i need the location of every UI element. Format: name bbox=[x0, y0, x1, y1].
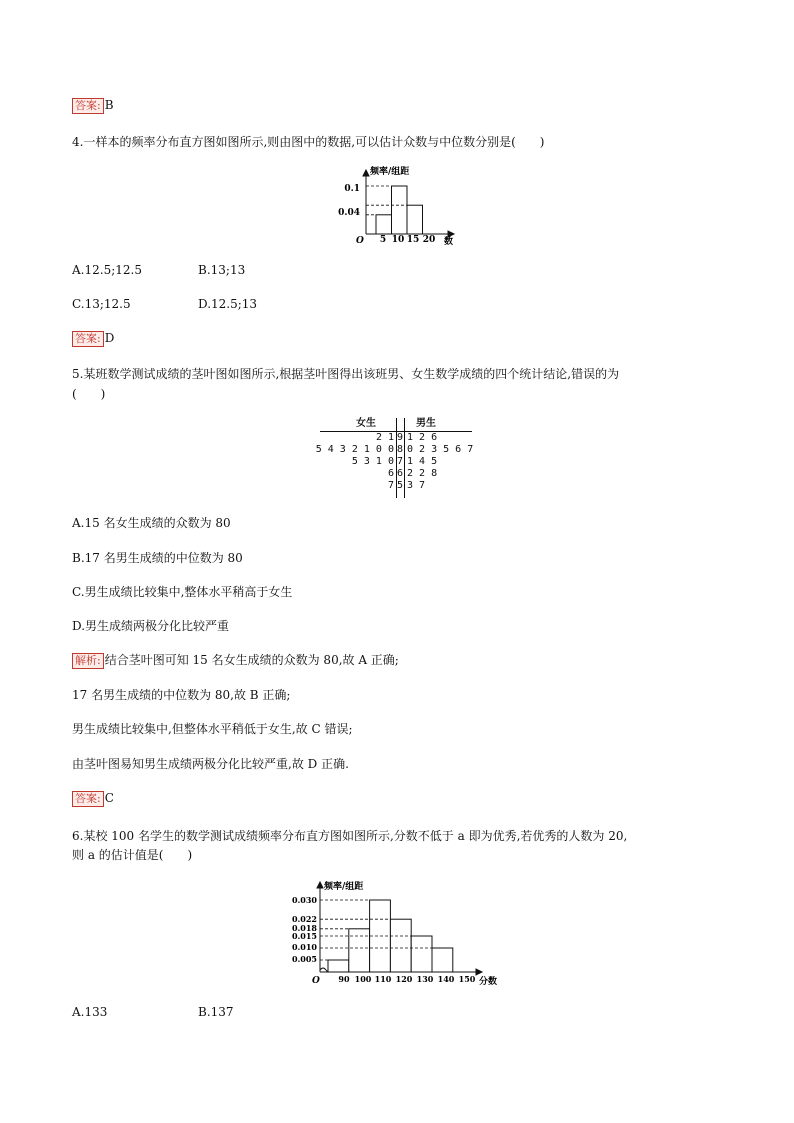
stem-9: 9 bbox=[397, 432, 404, 443]
chart6-ytick-2: 0.018 bbox=[291, 923, 317, 933]
chart4-origin: O bbox=[356, 236, 364, 246]
female-leaves-7: 5 3 1 0 bbox=[351, 456, 394, 467]
chart6-ytick-0: 0.030 bbox=[291, 895, 317, 905]
chart4-xlabel: 数 bbox=[444, 237, 454, 246]
stem-6: 6 bbox=[397, 468, 404, 479]
q6-stem-line1: 6.某校 100 名学生的数学测试成绩频率分布直方图如图所示,分数不低于 a 即为优秀,若优秀的人数为 20, bbox=[72, 829, 628, 843]
chart6-xtick-6: 150 bbox=[458, 974, 476, 984]
stem-divider-right bbox=[404, 418, 405, 498]
chart6-bar-0 bbox=[328, 960, 349, 972]
q6-stem-line2: 则 a 的估计值是( ) bbox=[72, 848, 193, 862]
chart6-ytick-1: 0.022 bbox=[291, 914, 317, 924]
male-leaves-8: 0 2 3 5 6 7 bbox=[407, 444, 474, 455]
q6-options-row1 bbox=[72, 1004, 234, 1020]
female-leaves-6: 6 bbox=[387, 468, 394, 479]
chart6-ytick-5: 0.005 bbox=[291, 954, 317, 964]
chart4-xtick-1: 10 bbox=[391, 235, 405, 245]
q4-option-c[interactable]: C.13;12.5 bbox=[72, 297, 131, 311]
q4-option-d[interactable]: D.12.5;13 bbox=[198, 297, 258, 311]
chart4-xtick-3: 20 bbox=[422, 235, 436, 245]
male-leaves-9: 1 2 6 bbox=[407, 432, 438, 443]
chart6-xtick-0: 90 bbox=[338, 974, 350, 984]
q5-stem-line2: ( ) bbox=[72, 387, 106, 401]
q4-options-row1 bbox=[72, 262, 245, 278]
q5-option-c[interactable]: C.男生成绩比较集中,整体水平稍高于女生 bbox=[72, 585, 293, 599]
chart4-ytick-1: 0.04 bbox=[338, 208, 360, 218]
answer-tag: 答案: bbox=[72, 331, 104, 347]
q5-answer bbox=[72, 790, 114, 807]
chart4-bars bbox=[376, 186, 423, 234]
stem-8: 8 bbox=[397, 444, 404, 455]
male-leaves-5: 3 7 bbox=[407, 480, 426, 491]
stem-7: 7 bbox=[397, 456, 404, 467]
q5-option-a[interactable]: A.15 名女生成绩的众数为 80 bbox=[72, 516, 231, 530]
chart6-xtick-2: 110 bbox=[374, 974, 392, 984]
chart4-ylabel: 频率/组距 bbox=[370, 167, 410, 177]
q5-option-d[interactable]: D.男生成绩两极分化比较严重 bbox=[72, 619, 230, 633]
answer-value: C bbox=[104, 791, 114, 805]
analysis-text: 结合茎叶图可知 15 名女生成绩的众数为 80,故 A 正确; bbox=[104, 653, 399, 667]
female-leaves-5: 7 bbox=[387, 480, 394, 491]
chart6-ytick-4: 0.010 bbox=[291, 942, 317, 952]
chart4-ytick-0: 0.1 bbox=[344, 184, 360, 194]
q4-options-row2 bbox=[72, 296, 257, 312]
q6-option-a[interactable]: A.133 bbox=[72, 1005, 108, 1019]
answer-tag: 答案: bbox=[72, 791, 104, 807]
female-leaves-8: 5 4 3 2 1 0 0 bbox=[315, 444, 394, 455]
q5-stem-line1: 5.某班数学测试成绩的茎叶图如图所示,根据茎叶图得出该班男、女生数学成绩的四个统计结论,错误的为 bbox=[72, 367, 620, 381]
q4-histogram bbox=[330, 164, 466, 246]
chart6-xtick-4: 130 bbox=[416, 974, 434, 984]
chart6-ytick-3: 0.015 bbox=[291, 931, 317, 941]
q4-stem: 4.一样本的频率分布直方图如图所示,则由图中的数据,可以估计众数与中位数分别是( ) bbox=[72, 135, 545, 149]
q3-answer bbox=[72, 97, 114, 114]
q5-analysis-line1 bbox=[72, 652, 399, 669]
chart6-bar-4 bbox=[411, 936, 432, 972]
answer-tag: 答案: bbox=[72, 98, 104, 114]
chart6-xtick-5: 140 bbox=[437, 974, 455, 984]
chart6-xtick-3: 120 bbox=[395, 974, 413, 984]
stem-leaf-plot bbox=[315, 418, 474, 498]
male-leaves-7: 1 4 5 bbox=[407, 456, 438, 467]
chart6-xtick-1: 100 bbox=[354, 974, 372, 984]
chart6-xticks bbox=[338, 974, 475, 984]
q4-answer bbox=[72, 330, 114, 347]
male-leaves-6: 2 2 8 bbox=[407, 468, 438, 479]
q5-analysis-line3: 男生成绩比较集中,但整体水平稍低于女生,故 C 错误; bbox=[72, 722, 353, 736]
chart4-bar-2 bbox=[407, 205, 423, 234]
stem-5: 5 bbox=[397, 480, 404, 491]
chart6-bar-3 bbox=[390, 919, 411, 972]
chart4-bar-0 bbox=[376, 215, 392, 234]
chart6-xlabel: 分数 bbox=[479, 977, 498, 987]
female-header: 女生 bbox=[356, 418, 376, 429]
chart6-bar-1 bbox=[349, 929, 370, 972]
chart6-bar-5 bbox=[432, 948, 453, 972]
q5-analysis-line4: 由茎叶图易知男生成绩两极分化比较严重,故 D 正确. bbox=[72, 757, 349, 771]
q4-option-a[interactable]: A.12.5;12.5 bbox=[72, 263, 142, 277]
answer-value: B bbox=[104, 98, 114, 112]
male-header: 男生 bbox=[416, 418, 436, 429]
chart4-bar-1 bbox=[392, 186, 408, 234]
chart4-xtick-2: 15 bbox=[406, 235, 420, 245]
chart6-ylabel: 频率/组距 bbox=[324, 882, 364, 892]
q5-analysis-line2: 17 名男生成绩的中位数为 80,故 B 正确; bbox=[72, 688, 291, 702]
q6-histogram bbox=[288, 878, 504, 988]
analysis-tag: 解析: bbox=[72, 653, 104, 669]
answer-value: D bbox=[104, 331, 115, 345]
q5-option-b[interactable]: B.17 名男生成绩的中位数为 80 bbox=[72, 551, 243, 565]
chart6-origin: O bbox=[312, 976, 320, 986]
female-leaves-9: 2 1 bbox=[375, 432, 394, 443]
q4-option-b[interactable]: B.13;13 bbox=[198, 263, 246, 277]
chart4-xtick-0: 5 bbox=[379, 235, 387, 245]
q6-option-b[interactable]: B.137 bbox=[198, 1005, 234, 1019]
